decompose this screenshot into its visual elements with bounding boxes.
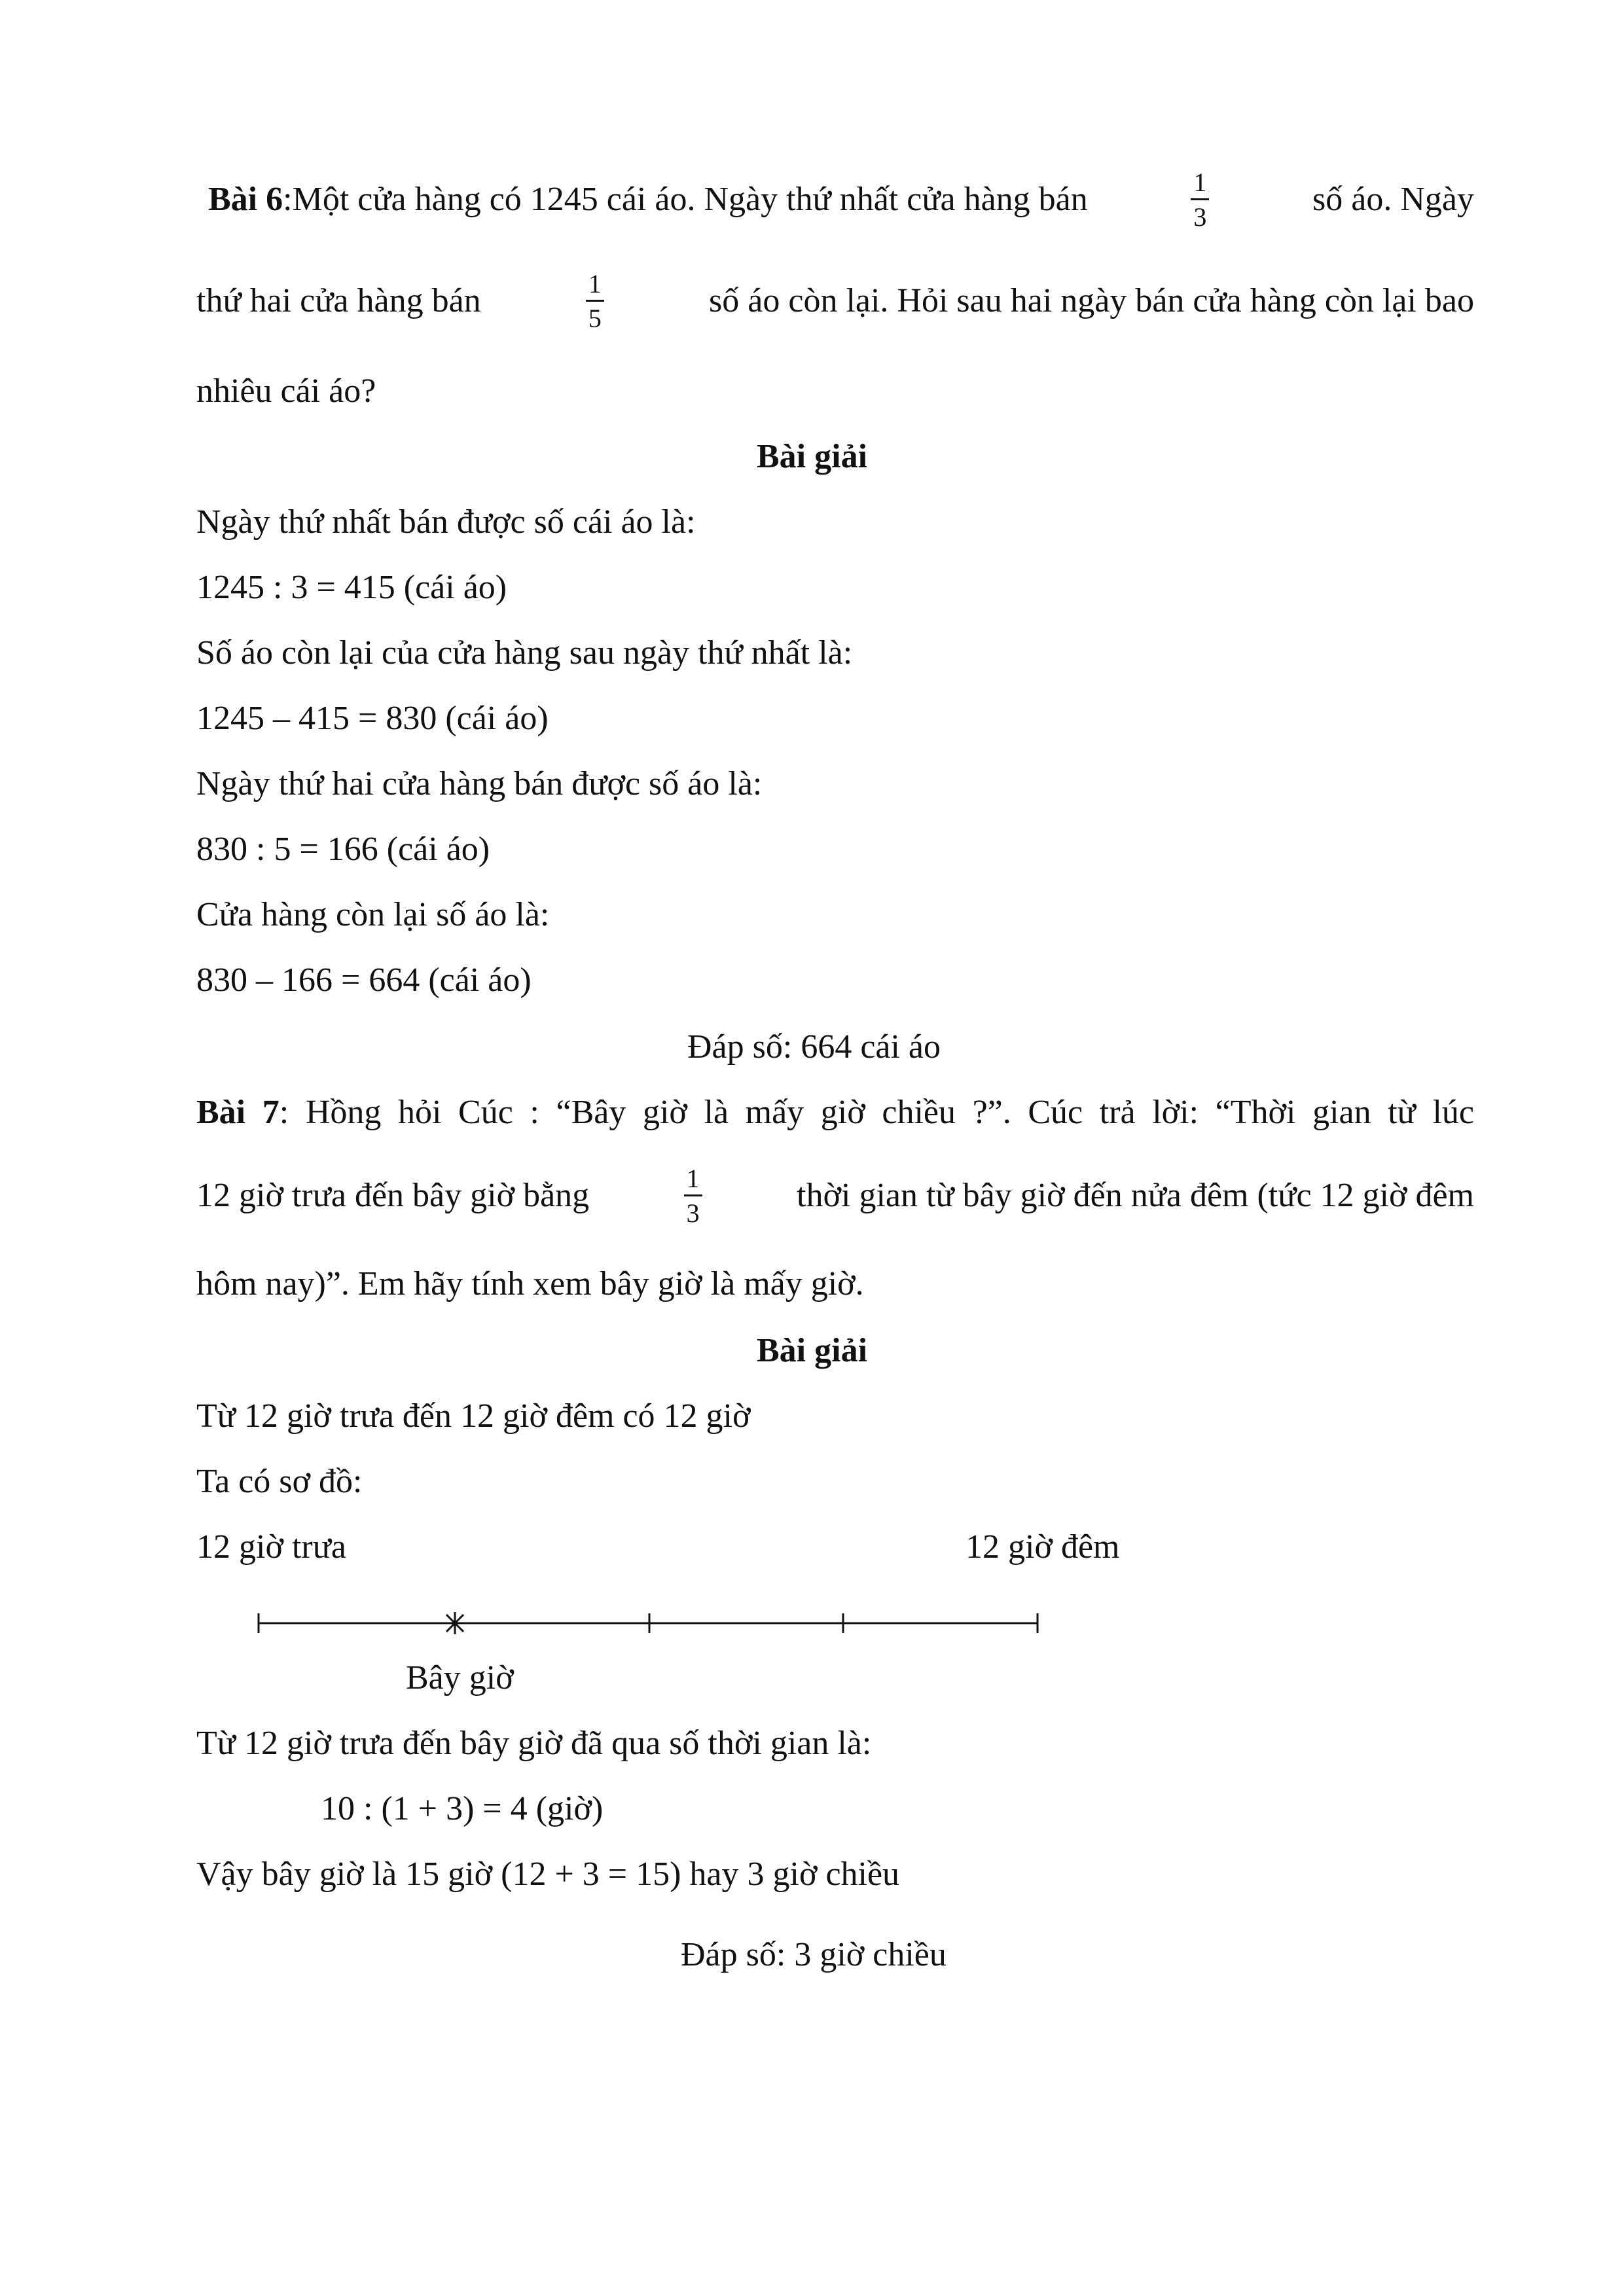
bai7-step-5: Vậy bây giờ là 15 giờ (12 + 3 = 15) hay 3 giờ chiều [196,1856,900,1893]
diagram-left-label: 12 giờ trưa [196,1528,346,1566]
bai6-text-3: nhiêu cái áo? [196,372,376,410]
bai7-answer: Đáp số: 3 giờ chiều [681,1936,947,1973]
bai7-label: Bài 7 [196,1094,280,1131]
bai7-line-2 [196,1163,1474,1228]
bai6-fraction-2: $\frac{1}{5}$ [586,270,604,333]
bai6-text-1a: :Một cửa hàng có 1245 cái áo. Ngày thứ nhất cửa hàng bán [283,181,1088,218]
bai7-step-4: 10 : (1 + 3) = 4 (giờ) [321,1790,604,1827]
bai6-step-1: Ngày thứ nhất bán được số cái áo là: [196,503,696,541]
bai6-solution-title: Bài giải [756,438,868,475]
bai6-line-1 [208,167,1474,232]
bai7-text-2b: thời gian từ bây giờ đến nửa đêm (tức 12 giờ đêm [797,1177,1474,1214]
bai7-solution-title: Bài giải [756,1332,868,1369]
bai7-fraction: $\frac{1}{3}$ [684,1164,702,1228]
bai6-line-2 [196,268,1474,333]
bai7-text-3: hôm nay)”. Em hãy tính xem bây giờ là mấy giờ. [196,1265,864,1302]
bai7-step-2: Ta có sơ đồ: [196,1463,363,1500]
bai7-line-1 [196,1092,1474,1134]
bai6-text-2a: thứ hai cửa hàng bán [196,282,481,319]
bai7-text-1a: : Hồng hỏi Cúc : “Bây giờ là mấy giờ chiều ?”. Cúc trả lời: “Thời gian từ lúc [279,1094,1474,1131]
bai6-step-8: 830 – 166 = 664 (cái áo) [196,961,532,999]
bai6-step-5: Ngày thứ hai cửa hàng bán được số áo là: [196,765,763,802]
bai6-step-2: 1245 : 3 = 415 (cái áo) [196,569,507,606]
diagram-now-label: Bây giờ [406,1659,514,1696]
bai6-answer: Đáp số: 664 cái áo [687,1028,941,1066]
bai6-label: Bài 6 [208,181,283,218]
bai6-fraction-1: $\frac{1}{3}$ [1191,168,1209,232]
bai7-step-1: Từ 12 giờ trưa đến 12 giờ đêm có 12 giờ [196,1397,751,1435]
bai7-step-3: Từ 12 giờ trưa đến bây giờ đã qua số thời gian là: [196,1725,872,1762]
bai6-step-4: 1245 – 415 = 830 (cái áo) [196,700,549,737]
timeline-diagram [249,1587,1047,1659]
bai6-text-2b: số áo còn lại. Hỏi sau hai ngày bán cửa hàng còn lại bao [709,282,1474,319]
bai6-step-3: Số áo còn lại của cửa hàng sau ngày thứ nhất là: [196,634,853,672]
bai6-text-1b: số áo. Ngày [1312,181,1474,218]
bai7-text-2a: 12 giờ trưa đến bây giờ bằng [196,1177,590,1214]
bai6-step-6: 830 : 5 = 166 (cái áo) [196,831,490,868]
diagram-right-label: 12 giờ đêm [965,1528,1120,1566]
bai6-step-7: Cửa hàng còn lại số áo là: [196,896,550,933]
